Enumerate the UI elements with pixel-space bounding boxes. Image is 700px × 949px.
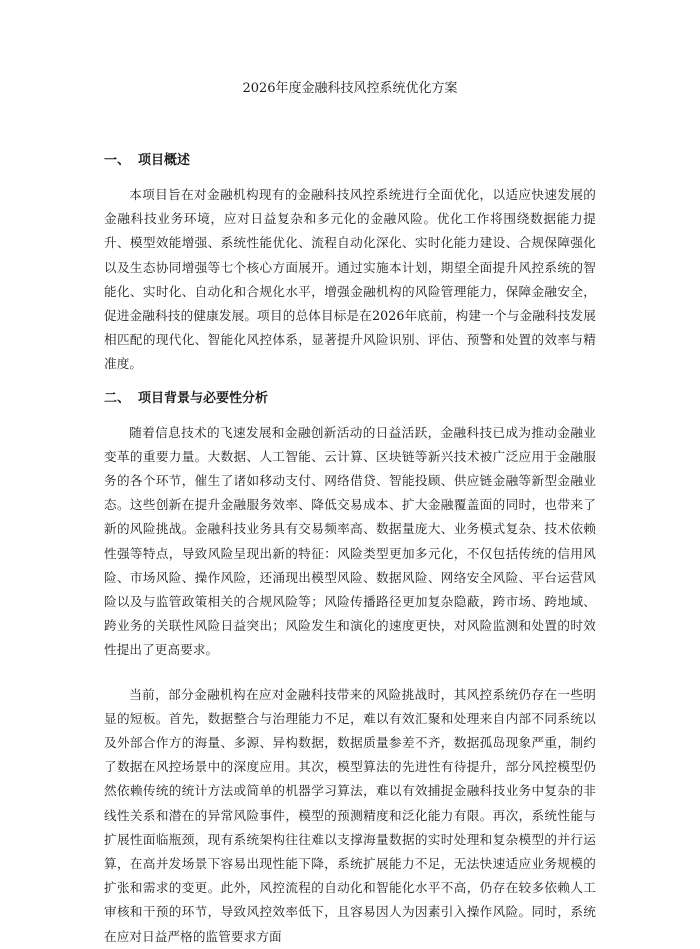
section-number: 二、 (104, 390, 131, 406)
paragraph: 本项目旨在对金融机构现有的金融科技风控系统进行全面优化，以适应快速发展的金融科技业务环境，应对日益复杂和多元化的金融风险。优化工作将围绕数据能力提升、模型效能增强、系统性能优化、流程自动化深化、实时化能力建设、合规保障强化以及生态协同增强等七个核心方面展开。通过实施本计划，期望全面提升风控系统的智能化、实时化、自动化和合规化水平，增强金融机构的风险管理能力，保障金融安全，促进金融科技的健康发展。项目的总体目标是在2026年底前，构建一个与金融科技发展相匹配的现代化、智能化风控体系，显著提升风险识别、评估、预警和处置的效率与精准度。 (104, 187, 596, 372)
paragraph: 当前，部分金融机构在应对金融科技带来的风险挑战时，其风控系统仍存在一些明显的短板。首先，数据整合与治理能力不足，难以有效汇聚和处理来自内部不同系统以及外部合作方的海量、多源、异构数据，数据质量参差不齐，数据孤岛现象严重，制约了数据在风控场景中的深度应用。其次，模型算法的先进性有待提升，部分风控模型仍然依赖传统的统计方法或简单的机器学习算法，难以有效捕捉金融科技业务中复杂的非线性关系和潜在的异常风险事件，模型的预测精度和泛化能力有限。再次，系统性能与扩展性面临瓶颈，现有系统架构往往难以支撑海量数据的实时处理和复杂模型的并行运算，在高并发场景下容易出现性能下降，系统扩展能力不足，无法快速适应业务规模的扩张和需求的变更。此外，风控流程的自动化和智能化水平不高，仍存在较多依赖人工审核和干预的环节，导致风控效率低下，且容易因人为因素引入操作风险。同时，系统在应对日益严格的监管要求方面 (104, 686, 596, 944)
section-heading (104, 390, 596, 408)
section-overview (104, 152, 596, 377)
section-title: 项目背景与必要性分析 (138, 390, 269, 406)
section-number: 一、 (104, 153, 131, 168)
section-background (104, 390, 596, 949)
paragraph: 随着信息技术的飞速发展和金融创新活动的日益活跃，金融科技已成为推动金融业变革的重要力量。大数据、人工智能、云计算、区块链等新兴技术被广泛应用于金融服务的各个环节，催生了诸如移动支付、网络借贷、智能投顾、供应链金融等新型金融业态。这些创新在提升金融服务效率、降低交易成本、扩大金融覆盖面的同时，也带来了新的风险挑战。金融科技业务具有交易频率高、数据量庞大、业务模式复杂、技术依赖性强等特点，导致风险呈现出新的特征：风险类型更加多元化，不仅包括传统的信用风险、市场风险、操作风险，还涌现出模型风险、数据风险、网络安全风险、平台运营风险以及与监管政策相关的合规风险等；风险传播路径更加复杂隐蔽，跨市场、跨地域、跨业务的关联性风险日益突出；风险发生和演化的速度更快，对风险监测和处置的时效性提出了更高要求。 (104, 424, 596, 658)
section-heading (104, 152, 596, 170)
document-title: 2026年度金融科技风控系统优化方案 (242, 81, 458, 96)
section-title: 项目概述 (138, 153, 191, 168)
